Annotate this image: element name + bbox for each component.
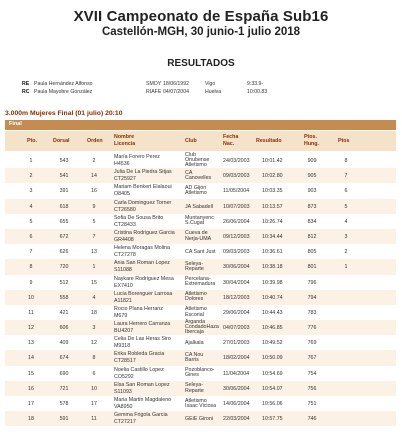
cell-dorsal: 391 [59,188,69,195]
cell-resultado: 10:02.80 [262,173,283,180]
cell-dorsal: 541 [59,173,69,180]
cell-orden: 4 [92,294,96,301]
cell-nombre: Rocio Plana Herranz [114,305,163,312]
cell-orden: 10 [91,385,97,392]
cell-resultado: 10:54.07 [262,385,283,392]
round-bar [5,120,396,130]
cell-dorsal: 421 [59,309,69,316]
cell-fecha: 09/03/2003 [223,173,250,180]
cell-dorsal: 543 [59,158,69,164]
col-club: Club [185,138,197,144]
cell-club-line: Muntanyenc [185,215,214,222]
cell-club-line: Reparte [185,266,204,272]
cell-ptos-hung: 909 [307,158,317,164]
cell-ptos-hung: 801 [307,264,317,271]
cell-nombre: Helena Moragas Molina [114,245,170,252]
cell-ptos-hung: 776 [307,325,317,332]
cell-club-line: Ibercaja [185,329,204,336]
cell-club-line: Seleya- [185,382,203,389]
cell-fecha: 30/06/2004 [223,385,250,392]
cell-fecha: 10/07/2003 [223,203,250,210]
cell-ptos: 2 [344,249,348,256]
table-row [5,290,396,305]
cell-nombre: Maria Martin Magdaleno [114,397,172,403]
cell-pto: 14 [28,355,34,362]
cell-dorsal: 512 [59,279,69,286]
cell-nombre: Carla Dominguez Torner [114,199,172,206]
cell-resultado: 10:26.74 [262,218,283,225]
cell-club-line: Club [185,152,196,158]
cell-pto: 2 [29,173,33,180]
cell-club-line: CondadoHaza [185,324,219,331]
cell-club-line: S.Cugat [185,220,205,227]
cell-orden: 17 [91,401,97,407]
cell-licencia: M679 [114,312,128,319]
cell-club-line: Ajalkala [185,340,204,347]
cell-ptos-hung: 746 [307,416,317,423]
cell-dorsal: 720 [59,264,69,271]
cell-club-line: Dolores [185,296,204,303]
cell-ptos-hung: 783 [307,309,317,316]
cell-pto: 5 [29,218,33,225]
cell-club-line: CA Nou [185,351,204,358]
table-row [5,396,396,411]
table-row [5,350,396,365]
championship-title: XVII Campeonato de España Sub16 [73,8,329,25]
cell-licencia: CT25927 [114,176,136,183]
cell-club-line: Barris [185,357,199,364]
cell-dorsal: 409 [59,340,69,347]
cell-nombre: Sofia De Sousa Brito [114,214,164,221]
col-pto: Pto. [27,138,38,144]
cell-club-line: AD Gijón [185,184,207,191]
table-row [5,305,396,320]
cell-resultado: 10:39.98 [262,279,283,286]
cell-dorsal: 591 [59,416,69,423]
cell-pto: 1 [29,158,33,164]
cell-pto: 18 [28,416,34,423]
col-nac: Nac. [223,141,235,147]
cell-club-line: Cueva de [185,230,208,237]
table-row [5,320,396,335]
table-row [5,214,396,229]
table-row [5,244,396,259]
cell-licencia: VA8950 [114,404,133,410]
cell-nombre: Noelia Castillo Lopez [114,366,164,373]
cell-orden: 1 [92,264,96,271]
cell-pto: 3 [29,188,33,195]
cell-orden: 11 [91,416,97,423]
cell-dorsal: 578 [59,401,69,407]
cell-nombre: Laura Herrero Carranza [114,321,171,328]
cell-fecha: 30/06/2004 [223,264,250,271]
cell-dorsal: 674 [59,355,69,362]
cell-club-line: Atletismo [185,162,207,169]
cell-orden: 3 [92,325,96,332]
cell-club-line: Atletismo [185,291,207,298]
record-row [22,88,287,96]
cell-licencia: CT28433 [114,221,136,228]
table-row [5,275,396,290]
cell-resultado: 10:38.18 [262,264,283,271]
cell-orden: 15 [91,279,97,286]
cell-orden: 16 [91,188,97,195]
cell-orden: 5 [92,218,96,225]
cell-nombre: Celia De Las Heras Siro [114,336,171,343]
cell-orden: 18 [91,309,97,316]
cell-fecha: 29/06/2004 [223,309,250,316]
cell-licencia: A11821 [114,297,132,304]
cell-licencia: CT27217 [114,419,136,426]
cell-resultado: 10:01.42 [262,158,283,164]
cell-club-line: Canovelles [185,174,212,181]
cell-fecha: 24/03/2003 [223,158,250,164]
record-row [22,80,287,88]
cell-resultado: 10:50.09 [262,355,283,362]
record-name: Paula Mayobre González [34,89,93,96]
col-orden: Orden [87,138,103,144]
cell-fecha: 18/12/2003 [223,294,250,301]
cell-pto: 15 [28,370,34,377]
cell-licencia: CT28517 [114,358,136,365]
cell-fecha: 09/03/2003 [223,249,250,256]
cell-pto: 10 [28,294,34,301]
results-table-body [5,153,396,426]
cell-nombre: Ania San Roman Lopez [114,260,170,267]
cell-licencia: H4536 [114,161,130,167]
cell-fecha: 11/04/2004 [223,370,250,377]
cell-club-line: Atletismo [185,306,207,313]
record-place: Vigo [205,81,216,87]
cell-orden: 6 [92,370,96,377]
cell-dorsal: 618 [59,203,69,210]
cell-resultado: 10:44.43 [262,309,283,316]
cell-club-line: Isaac Viciosa [185,402,217,409]
cell-ptos-hung: 754 [307,370,317,377]
cell-pto: 4 [29,203,33,210]
col-dorsal: Dorsal [53,138,70,144]
col-ptos-hung: Ptos. [304,134,317,140]
cell-pto: 17 [28,401,34,407]
cell-licencia: CT26580 [114,206,136,213]
cell-pto: 9 [29,279,33,286]
cell-fecha: 27/01/2003 [223,340,250,347]
cell-licencia: GR4408 [114,236,134,243]
cell-ptos-hung: 812 [307,233,317,240]
cell-fecha: 04/07/2003 [223,325,250,332]
cell-ptos: 7 [344,173,348,180]
cell-club-line: Pozoblanco- [185,367,215,374]
cell-fecha: 09/12/2003 [223,233,250,240]
cell-licencia: CO5292 [114,373,134,380]
cell-ptos-hung: 767 [307,355,317,362]
results-table-header [5,131,396,151]
cell-ptos: 4 [344,218,348,225]
cell-dorsal: 690 [59,370,69,377]
cell-orden: 2 [92,158,96,164]
cell-ptos-hung: 756 [307,385,317,392]
cell-club-line: Onubense [185,157,210,164]
record-date: 18/06/1992 [163,81,189,87]
cell-licencia: O8405 [114,191,130,198]
cell-club-line: Arganda [185,319,206,326]
cell-pto: 12 [28,325,34,332]
cell-nombre: María Forero Perez [114,154,160,160]
table-row [5,183,396,198]
col-hung: Hung. [304,141,320,147]
cell-club-line: Escorial [185,311,204,318]
table-row [5,168,396,183]
cell-club-line: GEiE Gironi [185,416,213,423]
cell-orden: 12 [91,340,97,347]
cell-pto: 16 [28,385,34,392]
cell-club-line: Gines [185,372,199,379]
cell-resultado: 10:49.52 [262,340,283,347]
cell-ptos-hung: 794 [307,294,317,301]
cell-club-line: Atletismo [185,397,207,404]
cell-orden: 9 [92,203,96,210]
championship-subtitle: Castellón-MGH, 30 junio-1 julio 2018 [101,26,301,38]
cell-fecha: 26/06/2004 [223,218,250,225]
cell-resultado: 10:56.06 [262,401,283,407]
col-fecha: Fecha [223,134,239,140]
cell-pto: 11 [28,309,34,316]
cell-licencia: S11093 [114,388,132,395]
col-resultado: Resultado [256,138,282,144]
cell-dorsal: 721 [59,385,69,392]
table-row [5,199,396,214]
cell-club-line: JA Sabadell [185,203,213,210]
record-mark: 9:33.9- [247,81,264,87]
cell-club-line: CA [185,169,193,176]
event-title: 3.000m Mujeres Final (01 julio) 20:10 [5,110,123,117]
cell-ptos-hung: 903 [307,188,317,195]
cell-licencia: BU4207 [114,328,134,335]
cell-nombre: Gemma Frigola Garcia [114,412,168,419]
cell-nombre: Julia De La Piedra Sitjas [114,169,172,176]
cell-orden: 13 [91,249,97,256]
cell-club-line: Atletismo [185,190,207,197]
col-ptos: Ptos [338,138,350,144]
round-label: Final [9,121,22,127]
cell-ptos-hung: 751 [307,401,317,407]
cell-dorsal: 672 [59,233,69,240]
cell-orden: 8 [92,355,96,362]
table-row [5,381,396,396]
cell-pto: 8 [29,264,33,271]
cell-orden: 14 [91,173,97,180]
cell-dorsal: 558 [59,294,69,301]
cell-club-line: Nerja-UMA [185,235,212,242]
table-row [5,411,396,426]
cell-orden: 7 [92,233,96,240]
records-block [22,80,287,97]
col-nombre: Nombre [114,134,135,140]
table-row [5,259,396,274]
cell-licencia: M9318 [114,343,131,350]
cell-fecha: 11/05/2004 [223,188,250,195]
cell-ptos-hung: 834 [307,218,317,225]
cell-club-line: Reparte [185,387,204,394]
cell-resultado: 10:34.44 [262,233,283,240]
cell-fecha: 30/04/2004 [223,279,250,286]
record-name: Paula Hernández Alfonso [34,81,93,87]
cell-resultado: 10:57.75 [262,416,283,423]
record-code: RC [22,89,30,96]
cell-licencia: CT27278 [114,252,136,259]
record-club: SMOY [146,81,162,87]
cell-ptos: 5 [344,203,348,210]
cell-dorsal: 626 [59,249,69,256]
cell-nombre: Erika Robleda Gracia [114,351,165,358]
cell-resultado: 10:36.61 [262,249,283,256]
cell-licencia: S11088 [114,267,132,274]
cell-ptos-hung: 805 [307,249,317,256]
cell-resultado: 10:40.74 [262,294,283,301]
cell-nombre: Cristina Rodriguez Garcia [114,229,175,236]
record-date: 04/07/2004 [163,89,189,96]
cell-nombre: Elsa San Roman Lopez [114,381,170,388]
cell-resultado: 10:54.69 [262,370,283,377]
cell-ptos-hung: 905 [307,173,317,180]
cell-ptos: 1 [344,264,348,271]
cell-ptos-hung: 873 [307,203,317,210]
cell-pto: 7 [29,249,33,256]
cell-resultado: 10:46.85 [262,325,283,332]
cell-nombre: Mariam Benkert Elalaoui [114,184,172,191]
cell-club-line: Seleya- [185,260,203,267]
record-place: Huelva [205,89,222,96]
record-mark: 10:00.83 [247,89,268,96]
cell-fecha: 18/02/2004 [223,355,250,362]
col-licencia: Licencia [114,141,136,147]
cell-club-line: Extremadura [185,281,216,288]
cell-dorsal: 606 [59,325,69,332]
cell-ptos-hung: 769 [307,340,317,347]
cell-resultado: 10:03.35 [262,188,283,195]
cell-club-line: Percelana- [185,276,211,282]
cell-ptos: 3 [344,233,348,240]
table-row [5,366,396,381]
cell-resultado: 10:13.57 [262,203,283,210]
cell-ptos: 8 [344,158,348,164]
cell-fecha: 14/06/2004 [223,401,250,407]
cell-pto: 6 [29,233,33,240]
section-title: RESULTADOS [167,58,235,69]
cell-club-line: CA Sant Just [185,249,216,256]
cell-nombre: Naykare Rodriguez Mesa [114,275,174,282]
cell-dorsal: 655 [59,218,69,225]
cell-fecha: 22/03/2004 [223,416,250,423]
record-code: RE [22,81,30,87]
table-row [5,335,396,350]
cell-ptos-hung: 796 [307,279,317,286]
table-row [5,153,396,168]
cell-nombre: Lucia Borenguer Larrosa [114,290,173,297]
cell-licencia: EX7410 [114,282,133,289]
record-club: RIAFE [146,89,162,96]
cell-pto: 13 [28,340,34,347]
table-row [5,229,396,244]
cell-ptos: 6 [344,188,348,195]
